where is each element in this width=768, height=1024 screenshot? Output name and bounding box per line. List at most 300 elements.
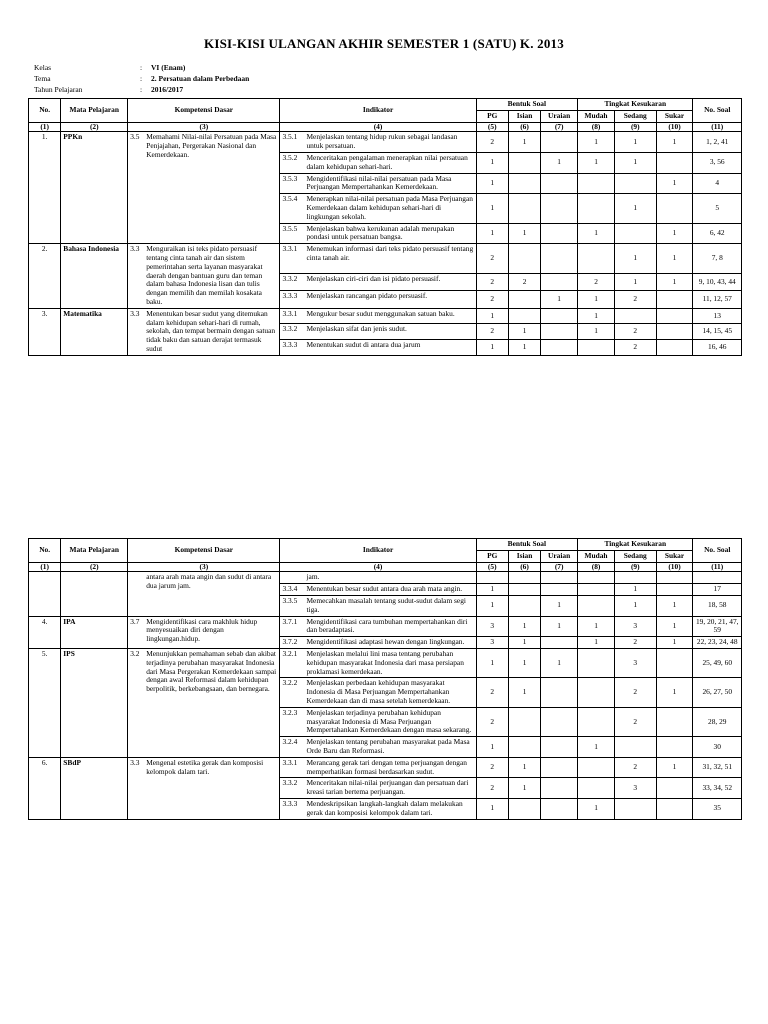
indikator-text: Memecahkan masalah tentang sudut-sudut dalam segi tiga. <box>306 595 466 614</box>
cell-isian <box>508 798 540 819</box>
header-tingkat-kesukaran: Tingkat Kesukaran <box>578 99 693 111</box>
cell-mudah <box>578 757 615 778</box>
kd-code: 3.2 <box>130 648 140 658</box>
indikator-code: 3.3.2 <box>282 274 298 284</box>
cell-sukar <box>656 340 693 356</box>
cell-nosoal: 26, 27, 50 <box>693 678 742 707</box>
cell-sedang: 3 <box>615 648 657 677</box>
cell-mudah: 2 <box>578 274 615 291</box>
indikator-text: Menceritakan nilai-nilai perjuangan dan persatuan dari kreasi tarian bertema perjuangan. <box>306 778 469 797</box>
cell-isian <box>508 595 540 616</box>
cell-sedang: 2 <box>615 637 657 649</box>
cell-pg: 1 <box>476 595 508 616</box>
cell-pg: 3 <box>476 616 508 637</box>
cell-pg: 1 <box>476 194 508 223</box>
cell-sukar <box>656 778 693 799</box>
indikator-code: 3.3.1 <box>282 244 298 254</box>
cell-sedang <box>615 737 657 758</box>
meta-value: VI (Enam) <box>151 63 186 72</box>
cell-nosoal <box>693 572 742 584</box>
row-number: 1. <box>29 132 61 244</box>
row-number: 6. <box>29 757 61 819</box>
cell-nosoal: 3, 56 <box>693 152 742 173</box>
cell-uraian <box>541 223 578 244</box>
table-row <box>29 308 742 324</box>
cell-mudah: 1 <box>578 798 615 819</box>
header-mudah: Mudah <box>578 110 615 122</box>
header-row <box>29 99 742 111</box>
cell-pg: 3 <box>476 637 508 649</box>
kd-code: 3.3 <box>130 244 140 254</box>
column-number: (10) <box>656 562 693 572</box>
kompetensi-dasar <box>128 757 280 819</box>
cell-uraian <box>541 173 578 194</box>
cell-isian: 1 <box>508 678 540 707</box>
cell-sukar <box>656 584 693 596</box>
cell-mudah <box>578 173 615 194</box>
cell-uraian <box>541 132 578 153</box>
column-number: (9) <box>615 122 657 132</box>
cell-sedang: 1 <box>615 274 657 291</box>
cell-nosoal: 5 <box>693 194 742 223</box>
cell-mudah <box>578 648 615 677</box>
cell-sedang <box>615 572 657 584</box>
indikator-code: 3.3.2 <box>282 778 298 788</box>
indikator <box>280 584 476 596</box>
meta-colon: : <box>140 85 143 94</box>
cell-sedang: 3 <box>615 778 657 799</box>
cell-isian <box>508 173 540 194</box>
cell-nosoal: 4 <box>693 173 742 194</box>
cell-nosoal: 1, 2, 41 <box>693 132 742 153</box>
cell-isian: 1 <box>508 616 540 637</box>
cell-sukar <box>656 648 693 677</box>
cell-sedang: 1 <box>615 584 657 596</box>
cell-pg: 1 <box>476 798 508 819</box>
indikator <box>280 244 476 274</box>
meta-label: Kelas <box>34 63 52 72</box>
indikator <box>280 637 476 649</box>
indikator-text: jam. <box>306 572 320 582</box>
cell-pg: 2 <box>476 291 508 308</box>
cell-mudah <box>578 572 615 584</box>
cell-isian: 1 <box>508 132 540 153</box>
indikator-text: Menjelaskan melalui lini masa tentang perubahan kehidupan masyarakat Indonesia dari masa persiapan proklamasi kemerdekaan. <box>306 648 464 676</box>
cell-uraian: 1 <box>541 616 578 637</box>
column-number: (9) <box>615 562 657 572</box>
cell-nosoal: 14, 15, 45 <box>693 324 742 340</box>
indikator-code: 3.3.2 <box>282 324 298 334</box>
cell-pg: 2 <box>476 132 508 153</box>
column-number: (11) <box>693 122 742 132</box>
cell-nosoal: 28, 29 <box>693 707 742 736</box>
cell-isian <box>508 737 540 758</box>
indikator-text: Mengukur besar sudut menggunakan satuan baku. <box>306 308 455 318</box>
cell-sukar: 1 <box>656 637 693 649</box>
indikator <box>280 132 476 153</box>
cell-nosoal: 7, 8 <box>693 244 742 274</box>
kd-text: Menentukan besar sudut yang ditemukan dalam kehidupan sehari-hari di rumah, sekolah, dan tempat bermain dengan satuan tidak baku dan satuan derajat termasuk sudut <box>146 308 276 353</box>
indikator <box>280 324 476 340</box>
indikator <box>280 173 476 194</box>
header-sedang: Sedang <box>615 110 657 122</box>
column-number-row <box>29 562 742 572</box>
table-row <box>29 648 742 677</box>
table-row <box>29 244 742 274</box>
indikator-text: Mengidentifikasi adaptasi hewan dengan lingkungan. <box>306 637 465 647</box>
indikator-code: 3.5.1 <box>282 132 298 142</box>
indikator <box>280 757 476 778</box>
indikator-code: 3.3.1 <box>282 308 298 318</box>
indikator <box>280 778 476 799</box>
kisi-kisi-table-page-2 <box>28 538 742 820</box>
cell-isian: 1 <box>508 648 540 677</box>
column-number: (1) <box>29 122 61 132</box>
cell-sukar: 1 <box>656 173 693 194</box>
cell-isian: 1 <box>508 778 540 799</box>
header-uraian: Uraian <box>541 110 578 122</box>
indikator-text: Mengidentifikasi nilai-nilai persatuan pada Masa Perjuangan Mempertahankan Kemerdekaan. <box>306 173 452 192</box>
cell-pg: 2 <box>476 778 508 799</box>
cell-sedang: 2 <box>615 291 657 308</box>
cell-mudah <box>578 678 615 707</box>
cell-sukar: 1 <box>656 757 693 778</box>
cell-pg: 2 <box>476 678 508 707</box>
cell-pg: 1 <box>476 584 508 596</box>
indikator-code: 3.3.3 <box>282 798 298 808</box>
cell-sukar: 1 <box>656 616 693 637</box>
cell-pg: 1 <box>476 737 508 758</box>
cell-sukar <box>656 707 693 736</box>
kompetensi-dasar <box>128 132 280 244</box>
kd-text: antara arah mata angin dan sudut di antara dua jarum jam. <box>146 572 272 591</box>
header-indikator: Indikator <box>280 99 476 123</box>
cell-nosoal: 18, 58 <box>693 595 742 616</box>
kompetensi-dasar <box>128 308 280 355</box>
header-mudah: Mudah <box>578 550 615 562</box>
cell-mudah: 1 <box>578 616 615 637</box>
mata-pelajaran: IPA <box>61 616 128 648</box>
cell-sukar <box>656 194 693 223</box>
header-kompetensi-dasar: Kompetensi Dasar <box>128 539 280 563</box>
cell-uraian <box>541 757 578 778</box>
column-number: (1) <box>29 562 61 572</box>
cell-mudah: 1 <box>578 637 615 649</box>
cell-pg: 1 <box>476 340 508 356</box>
cell-isian: 1 <box>508 340 540 356</box>
indikator-text: Menentukan besar sudut antara dua arah mata angin. <box>306 584 463 594</box>
cell-pg <box>476 572 508 584</box>
column-number: (7) <box>541 562 578 572</box>
column-number: (7) <box>541 122 578 132</box>
cell-uraian: 1 <box>541 595 578 616</box>
header-no-soal: No. Soal <box>693 539 742 563</box>
cell-uraian <box>541 274 578 291</box>
cell-sedang: 2 <box>615 678 657 707</box>
indikator <box>280 678 476 707</box>
cell-mudah: 1 <box>578 152 615 173</box>
indikator <box>280 707 476 736</box>
indikator <box>280 648 476 677</box>
kompetensi-dasar <box>128 648 280 757</box>
cell-sukar <box>656 291 693 308</box>
table-row <box>29 572 742 584</box>
indikator-text: Menjelaskan rancangan pidato persuasif. <box>306 291 428 301</box>
cell-nosoal: 33, 34, 52 <box>693 778 742 799</box>
cell-sukar: 1 <box>656 678 693 707</box>
cell-nosoal: 35 <box>693 798 742 819</box>
cell-sedang <box>615 173 657 194</box>
cell-sedang: 1 <box>615 194 657 223</box>
indikator <box>280 340 476 356</box>
cell-pg: 1 <box>476 308 508 324</box>
indikator-code: 3.3.3 <box>282 291 298 301</box>
indikator-text: Menemukan informasi dari teks pidato persuasif tentang cinta tanah air. <box>306 244 474 262</box>
cell-sedang: 2 <box>615 324 657 340</box>
cell-isian: 1 <box>508 637 540 649</box>
column-number: (5) <box>476 562 508 572</box>
indikator-code: 3.7.2 <box>282 637 298 647</box>
cell-mudah: 1 <box>578 737 615 758</box>
cell-nosoal: 31, 32, 51 <box>693 757 742 778</box>
indikator <box>280 291 476 308</box>
cell-pg: 2 <box>476 324 508 340</box>
cell-nosoal: 17 <box>693 584 742 596</box>
cell-mudah <box>578 595 615 616</box>
column-number: (4) <box>280 562 476 572</box>
indikator <box>280 616 476 637</box>
cell-nosoal: 19, 20, 21, 47, 59 <box>693 616 742 637</box>
cell-uraian: 1 <box>541 152 578 173</box>
column-number: (4) <box>280 122 476 132</box>
kd-text: Mengidentifikasi cara makhluk hidup menyesuaikan diri dengan lingkungan.hidup. <box>146 616 258 644</box>
cell-uraian <box>541 308 578 324</box>
column-number: (3) <box>128 122 280 132</box>
indikator-code: 3.5.4 <box>282 194 298 204</box>
cell-pg: 1 <box>476 173 508 194</box>
header-isian: Isian <box>508 110 540 122</box>
meta-label: Tema <box>34 74 51 83</box>
header-isian: Isian <box>508 550 540 562</box>
cell-uraian <box>541 637 578 649</box>
indikator <box>280 308 476 324</box>
column-number: (6) <box>508 122 540 132</box>
indikator-code: 3.5.5 <box>282 223 298 233</box>
header-no: No. <box>29 99 61 123</box>
cell-uraian <box>541 340 578 356</box>
row-number: 2. <box>29 244 61 309</box>
page-title: KISI-KISI ULANGAN AKHIR SEMESTER 1 (SATU) K. 2013 <box>204 36 564 51</box>
kd-code: 3.3 <box>130 308 140 318</box>
cell-sukar: 1 <box>656 223 693 244</box>
cell-uraian <box>541 707 578 736</box>
indikator <box>280 737 476 758</box>
column-number: (5) <box>476 122 508 132</box>
table-row <box>29 616 742 637</box>
cell-isian <box>508 707 540 736</box>
indikator-text: Merancang gerak tari dengan tema perjuangan dengan memperhatikan formasi berdasarkan sudut. <box>306 757 467 776</box>
cell-pg: 1 <box>476 648 508 677</box>
cell-nosoal: 16, 46 <box>693 340 742 356</box>
cell-uraian <box>541 678 578 707</box>
column-number: (11) <box>693 562 742 572</box>
cell-isian <box>508 291 540 308</box>
meta-colon: : <box>140 63 143 72</box>
mata-pelajaran: SBdP <box>61 757 128 819</box>
indikator-text: Menjelaskan ciri-ciri dan isi pidato persuasif. <box>306 274 441 284</box>
cell-mudah: 1 <box>578 132 615 153</box>
indikator-code: 3.3.1 <box>282 757 298 767</box>
column-number: (10) <box>656 122 693 132</box>
cell-isian: 1 <box>508 223 540 244</box>
header-pg: PG <box>476 110 508 122</box>
indikator-code: 3.3.4 <box>282 584 298 594</box>
cell-isian: 1 <box>508 757 540 778</box>
mata-pelajaran: PPKn <box>61 132 128 244</box>
indikator-text: Menjelaskan tentang hidup rukun sebagai landasan untuk persatuan. <box>306 132 458 151</box>
header-uraian: Uraian <box>541 550 578 562</box>
indikator <box>280 152 476 173</box>
indikator-code: 3.2.4 <box>282 737 298 747</box>
header-mata-pelajaran: Mata Pelajaran <box>61 99 128 123</box>
indikator-code <box>282 573 306 582</box>
kd-code: 3.3 <box>130 757 140 767</box>
indikator-text: Menjelaskan terjadinya perubahan kehidupan masyarakat Indonesia di Masa Perjuangan Mempertahankan Kemerdekaan dengan masa sekarang. <box>306 707 472 735</box>
kompetensi-dasar <box>128 616 280 648</box>
indikator <box>280 223 476 244</box>
mata-pelajaran <box>61 572 128 616</box>
cell-nosoal: 9, 10, 43, 44 <box>693 274 742 291</box>
indikator-code: 3.7.1 <box>282 616 298 626</box>
cell-mudah: 1 <box>578 291 615 308</box>
cell-pg: 2 <box>476 757 508 778</box>
header-bentuk-soal: Bentuk Soal <box>476 99 578 111</box>
cell-nosoal: 13 <box>693 308 742 324</box>
indikator-text: Menjelaskan bahwa kerukunan adalah merupakan pondasi untuk persatuan bangsa. <box>306 223 455 242</box>
row-number <box>29 572 61 616</box>
header-row <box>29 539 742 551</box>
cell-sukar <box>656 152 693 173</box>
indikator-text: Menerapkan nilai-nilai persatuan pada Masa Perjuangan Kemerdekaan dalam kehidupan sehari-hari di lingkungan sekolah. <box>306 194 473 221</box>
cell-isian <box>508 194 540 223</box>
column-number: (3) <box>128 562 280 572</box>
indikator-text: Menjelaskan perbedaan kehidupan masyarakat Indonesia di Masa Perjuangan Mempertahankan Kemerdekaan dan di masa setelah kemerdekaan. <box>306 678 451 705</box>
cell-uraian <box>541 584 578 596</box>
cell-pg: 2 <box>476 707 508 736</box>
indikator <box>280 274 476 291</box>
column-number: (8) <box>578 562 615 572</box>
cell-isian <box>508 244 540 274</box>
kd-code: 3.7 <box>130 616 140 626</box>
cell-sedang: 1 <box>615 152 657 173</box>
column-number: (2) <box>61 562 128 572</box>
indikator-code: 3.5.3 <box>282 173 298 183</box>
table-row <box>29 132 742 153</box>
kd-text: Menguraikan isi teks pidato persuasif tentang cinta tanah air dan sistem pemerintahan serta layanan masyarakat daerah dengan bantuan guru dan teman dalam bahasa Indonesia lisan dan tulis dengan memilih dan memilah kosakata baku. <box>146 244 263 306</box>
header-no-soal: No. Soal <box>693 99 742 123</box>
cell-sukar <box>656 572 693 584</box>
indikator-code: 3.2.1 <box>282 648 298 658</box>
kompetensi-dasar <box>128 572 280 616</box>
cell-sukar <box>656 308 693 324</box>
cell-mudah <box>578 244 615 274</box>
cell-mudah <box>578 778 615 799</box>
cell-isian <box>508 584 540 596</box>
cell-isian: 1 <box>508 324 540 340</box>
cell-isian: 2 <box>508 274 540 291</box>
mata-pelajaran: Matematika <box>61 308 128 355</box>
cell-pg: 1 <box>476 223 508 244</box>
cell-pg: 1 <box>476 152 508 173</box>
header-kompetensi-dasar: Kompetensi Dasar <box>128 99 280 123</box>
column-number: (2) <box>61 122 128 132</box>
meta-value: 2. Persatuan dalam Perbedaan <box>151 74 250 83</box>
header-sukar: Sukar <box>656 110 693 122</box>
cell-sedang: 2 <box>615 757 657 778</box>
header-bentuk-soal: Bentuk Soal <box>476 539 578 551</box>
cell-sukar <box>656 737 693 758</box>
cell-nosoal: 6, 42 <box>693 223 742 244</box>
indikator <box>280 595 476 616</box>
cell-sedang: 2 <box>615 340 657 356</box>
header-tingkat-kesukaran: Tingkat Kesukaran <box>578 539 693 551</box>
indikator <box>280 572 476 584</box>
cell-sedang: 2 <box>615 707 657 736</box>
indikator-code: 3.2.2 <box>282 678 298 688</box>
cell-sukar <box>656 798 693 819</box>
indikator-code: 3.3.5 <box>282 595 298 605</box>
cell-nosoal: 30 <box>693 737 742 758</box>
indikator-text: Mendeskripsikan langkah-langkah dalam melakukan gerak dan komposisi kelompok dalam tari. <box>306 798 463 817</box>
kompetensi-dasar <box>128 244 280 309</box>
cell-isian <box>508 308 540 324</box>
cell-uraian <box>541 324 578 340</box>
cell-sukar <box>656 324 693 340</box>
cell-nosoal: 11, 12, 57 <box>693 291 742 308</box>
header-pg: PG <box>476 550 508 562</box>
header-mata-pelajaran: Mata Pelajaran <box>61 539 128 563</box>
column-number: (8) <box>578 122 615 132</box>
meta-label: Tahun Pelajaran <box>34 85 83 94</box>
cell-sukar: 1 <box>656 132 693 153</box>
cell-mudah: 1 <box>578 223 615 244</box>
table-row <box>29 757 742 778</box>
cell-sedang <box>615 798 657 819</box>
mata-pelajaran: Bahasa Indonesia <box>61 244 128 309</box>
indikator-code: 3.5.2 <box>282 152 298 162</box>
cell-sedang: 3 <box>615 616 657 637</box>
header-indikator: Indikator <box>280 539 476 563</box>
meta-value: 2016/2017 <box>151 85 184 94</box>
row-number: 5. <box>29 648 61 757</box>
cell-sukar: 1 <box>656 274 693 291</box>
cell-mudah <box>578 584 615 596</box>
cell-isian <box>508 152 540 173</box>
cell-nosoal: 22, 23, 24, 48 <box>693 637 742 649</box>
cell-uraian <box>541 798 578 819</box>
meta-colon: : <box>140 74 143 83</box>
kd-text: Mengenal estetika gerak dan komposisi kelompok dalam tari. <box>146 757 264 776</box>
header-sedang: Sedang <box>615 550 657 562</box>
cell-uraian <box>541 778 578 799</box>
kd-code: 3.5 <box>130 132 140 142</box>
cell-nosoal: 25, 49, 60 <box>693 648 742 677</box>
cell-mudah <box>578 340 615 356</box>
cell-mudah <box>578 707 615 736</box>
indikator-code: 3.2.3 <box>282 707 298 717</box>
row-number: 4. <box>29 616 61 648</box>
cell-mudah: 1 <box>578 308 615 324</box>
